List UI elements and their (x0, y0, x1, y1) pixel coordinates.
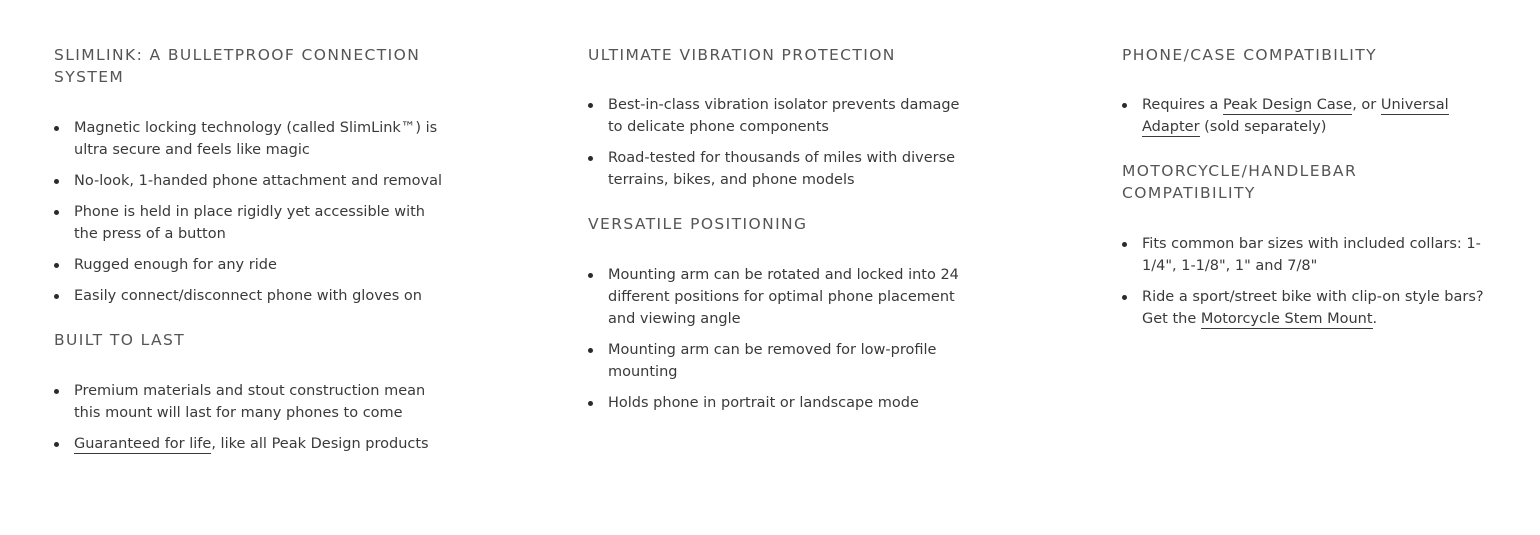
column-features-2 (588, 44, 978, 436)
section-versatile-positioning (588, 213, 978, 414)
bullet-icon (588, 273, 593, 278)
list-item: Magnetic locking technology (called SlimLink™) is ultra secure and feels like magic (54, 117, 444, 161)
bullet-icon (588, 156, 593, 161)
section-vibration (588, 44, 978, 191)
list-item: Premium materials and stout construction mean this mount will last for many phones to come (54, 380, 444, 424)
list-item: Holds phone in portrait or landscape mode (588, 392, 978, 414)
section-title-phone-case: PHONE/CASE COMPATIBILITY (1122, 46, 1377, 64)
list-item: Mounting arm can be removed for low-profile mounting (588, 339, 978, 383)
bullet-icon (54, 442, 59, 447)
section-built-to-last (54, 329, 444, 455)
bullet-icon (1122, 295, 1127, 300)
list-item: Mounting arm can be rotated and locked into 24 different positions for optimal phone placement and viewing angle (588, 264, 978, 330)
list-item: Road-tested for thousands of miles with diverse terrains, bikes, and phone models (588, 147, 978, 191)
section-slimlink (54, 44, 444, 307)
feature-list-positioning (588, 264, 978, 414)
bullet-icon (1122, 242, 1127, 247)
list-item: Easily connect/disconnect phone with gloves on (54, 285, 444, 307)
section-title-motorcycle: MOTORCYCLE/HANDLEBAR COMPATIBILITY (1122, 162, 1358, 202)
section-title-built-to-last: BUILT TO LAST (54, 331, 186, 349)
bullet-icon (54, 294, 59, 299)
feature-list-built-to-last (54, 380, 444, 455)
universal-adapter-link[interactable]: Universal Adapter (1142, 97, 1449, 135)
bullet-icon (54, 389, 59, 394)
list-item: Ride a sport/street bike with clip-on style bars? Get the Motorcycle Stem Mount. (1122, 286, 1492, 330)
list-item: Best-in-class vibration isolator prevents damage to delicate phone components (588, 94, 978, 138)
bullet-icon (1122, 103, 1127, 108)
section-motorcycle-compat (1122, 160, 1492, 330)
column-compatibility (1122, 44, 1492, 352)
list-item: Requires a Peak Design Case, or Universal Adapter (sold separately) (1122, 94, 1492, 138)
bullet-icon (54, 179, 59, 184)
list-item: Rugged enough for any ride (54, 254, 444, 276)
guaranteed-for-life-link[interactable]: Guaranteed for life (74, 436, 212, 452)
bullet-icon (54, 263, 59, 268)
bullet-icon (588, 103, 593, 108)
compat-list-phone-case (1122, 94, 1492, 138)
section-title-positioning: VERSATILE POSITIONING (588, 215, 808, 233)
section-phone-case-compat (1122, 44, 1492, 138)
feature-list-vibration (588, 94, 978, 191)
bullet-icon (588, 401, 593, 406)
motorcycle-stem-mount-link[interactable]: Motorcycle Stem Mount (1200, 311, 1373, 327)
bullet-icon (54, 126, 59, 131)
list-item: Guaranteed for life, like all Peak Design products (54, 433, 444, 455)
feature-list-slimlink (54, 117, 444, 307)
bullet-icon (54, 210, 59, 215)
list-item: Phone is held in place rigidly yet accessible with the press of a button (54, 201, 444, 245)
list-item: Fits common bar sizes with included collars: 1-1/4", 1-1/8", 1" and 7/8" (1122, 233, 1492, 277)
compat-list-motorcycle (1122, 233, 1492, 330)
section-title-slimlink: SLIMLINK: A BULLETPROOF CONNECTION SYSTEM (54, 46, 421, 86)
column-features-1 (54, 44, 444, 477)
peak-design-case-link[interactable]: Peak Design Case (1223, 97, 1353, 113)
list-item: No-look, 1-handed phone attachment and removal (54, 170, 444, 192)
section-title-vibration: ULTIMATE VIBRATION PROTECTION (588, 46, 896, 64)
bullet-icon (588, 348, 593, 353)
